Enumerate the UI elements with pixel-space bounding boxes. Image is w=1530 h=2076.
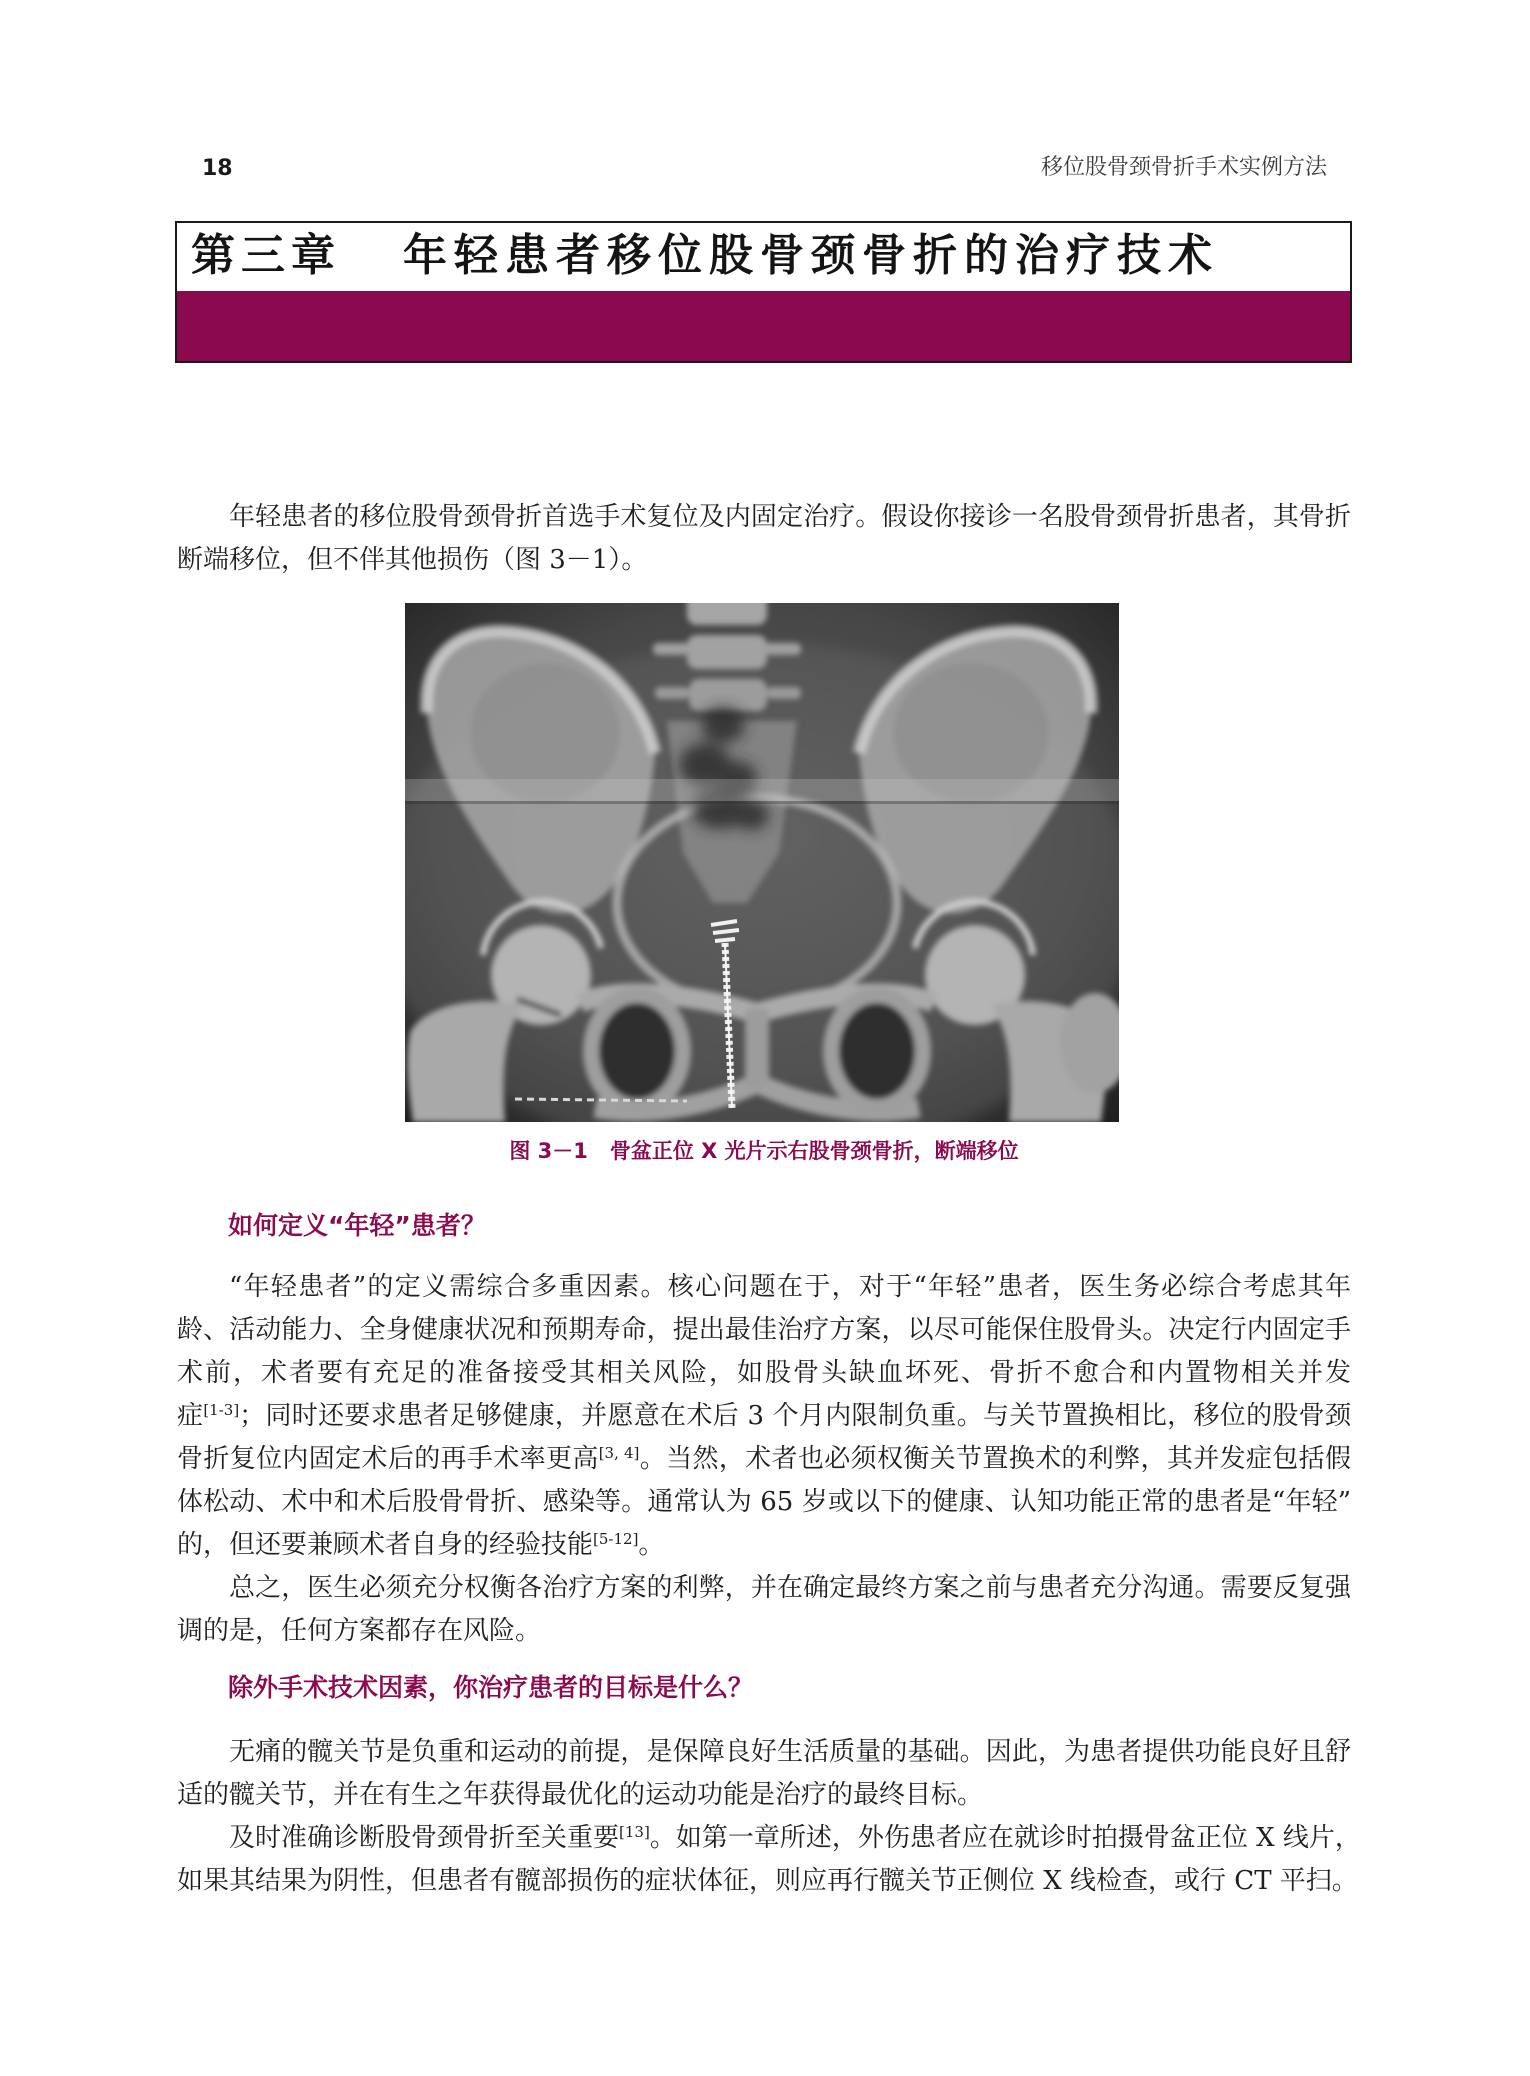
body-line: 调的是，任何方案都存在风险。	[177, 1616, 542, 1646]
body-line: 总之，医生必须充分权衡各治疗方案的利弊，并在确定最终方案之前与患者充分沟通。需要反复强	[229, 1573, 1351, 1603]
body-text: 的，但还要兼顾术者自身的经验技能	[177, 1530, 594, 1560]
figure-caption	[177, 1137, 1351, 1165]
section-heading: 除外手术技术因素，你治疗患者的目标是什么？	[228, 1673, 754, 1702]
xray-figure	[405, 603, 1119, 1122]
body-line: 断端移位，但不伴其他损伤（图 3－1）。	[177, 545, 648, 575]
body-line: “年轻患者”的定义需综合多重因素。核心问题在于，对于“年轻”患者，医生务必综合考虑其年	[229, 1272, 1351, 1302]
obturator-foramen	[831, 995, 923, 1107]
body-line	[177, 1817, 1361, 1860]
citation-ref: [13]	[619, 1823, 650, 1841]
chapter-number: 第三章	[191, 230, 341, 281]
body-line: 无痛的髋关节是负重和运动的前提，是保障良好生活质量的基础。因此，为患者提供功能良好且舒	[229, 1737, 1351, 1767]
body-text: 及时准确诊断股骨颈骨折至关重要	[229, 1823, 620, 1853]
femur-intact	[991, 993, 1119, 1122]
body-text: 。	[638, 1530, 665, 1560]
body-line: 年轻患者的移位股骨颈骨折首选手术复位及内固定治疗。假设你接诊一名股骨颈骨折患者，其骨折	[229, 502, 1351, 532]
citation-ref: [1-3]	[203, 1401, 240, 1419]
figure-label: 图 3－1	[509, 1139, 588, 1163]
intro-paragraph	[177, 496, 1351, 582]
citation-ref: [5-12]	[593, 1530, 639, 1548]
body-text: 。当然，术者也必须权衡关节置换术的利弊，其并发症包括假	[639, 1444, 1351, 1474]
section-body	[177, 1731, 1361, 1903]
body-line: 体松动、术中和术后股骨骨折、感染等。通常认为 65 岁或以下的健康、认知功能正常的患者是“年轻”	[177, 1487, 1351, 1517]
body-line: 如果其结果为阴性，但患者有髋部损伤的症状体征，则应再行髋关节正侧位 X 线检查，或行 CT 平扫。	[177, 1866, 1358, 1896]
skin-staples	[515, 1099, 687, 1101]
body-text: ；同时还要求患者足够健康，并愿意在术后 3 个月内限制负重。与关节置换相比，移位的股骨颈	[239, 1401, 1351, 1431]
obturator-foramen	[591, 995, 683, 1107]
pelvis-xray-image	[405, 603, 1119, 1122]
body-line: 适的髋关节，并在有生之年获得最优化的运动功能是治疗的最终目标。	[177, 1780, 984, 1810]
section-body	[177, 1266, 1351, 1653]
body-line: 术前，术者要有充足的准备接受其相关风险，如股骨头缺血坏死、骨折不愈合和内置物相关并发	[177, 1358, 1351, 1388]
body-line	[177, 1524, 1351, 1567]
body-text: 骨折复位内固定术后的再手术率更高	[177, 1444, 599, 1474]
chapter-title: 年轻患者移位股骨颈骨折的治疗技术	[403, 230, 1219, 281]
body-line	[177, 1395, 1351, 1438]
body-line	[177, 1438, 1351, 1481]
body-line: 龄、活动能力、全身健康状况和预期寿命，提出最佳治疗方案，以尽可能保住股骨头。决定行内固定手	[177, 1315, 1351, 1345]
chapter-color-band	[177, 291, 1350, 361]
body-text: 。如第一章所述，外伤患者应在就诊时拍摄骨盆正位 X 线片，	[649, 1823, 1361, 1853]
running-title: 移位股骨颈骨折手术实例方法	[1040, 155, 1327, 180]
pubic-symphysis	[745, 1008, 769, 1088]
citation-ref: [3, 4]	[598, 1444, 640, 1462]
page-number: 18	[202, 156, 233, 181]
section-heading: 如何定义“年轻”患者？	[228, 1211, 486, 1240]
body-text: 症	[177, 1401, 204, 1431]
figure-caption-text: 骨盆正位 X 光片示右股骨颈骨折，断端移位	[609, 1139, 1019, 1163]
table-edge-band	[405, 779, 1119, 801]
chapter-title-box	[175, 221, 1352, 363]
